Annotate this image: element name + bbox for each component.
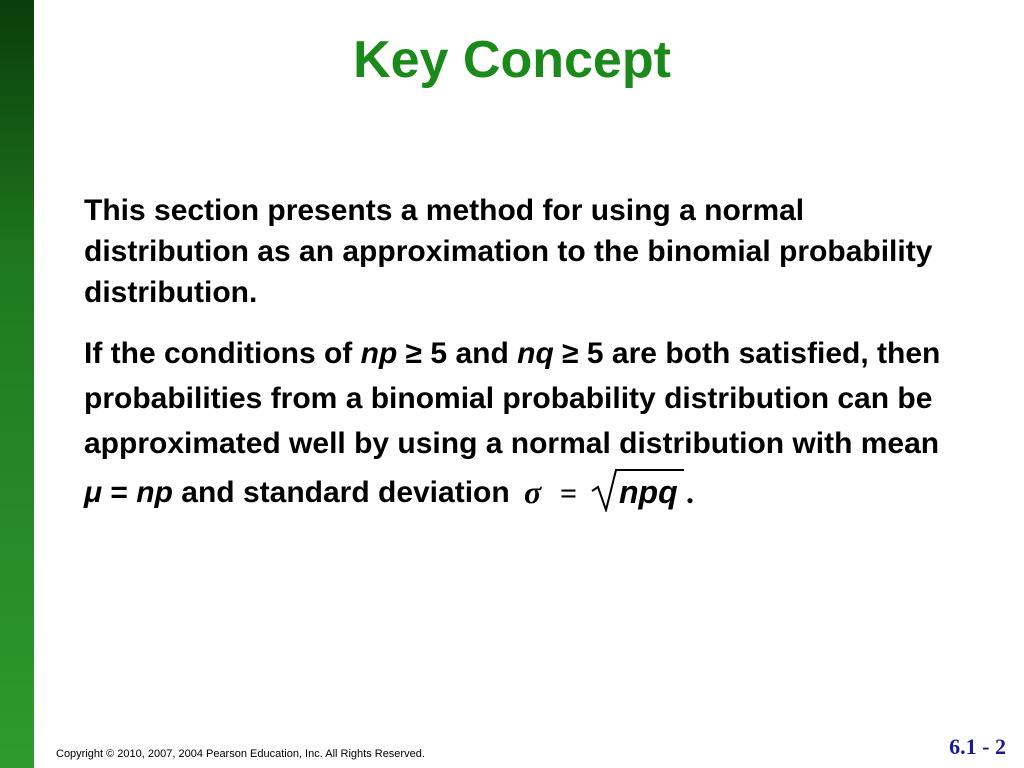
period: . xyxy=(685,474,694,510)
text-segment: = xyxy=(102,476,137,509)
text-segment: ≥ 5 and xyxy=(397,337,518,370)
slide-title: Key Concept xyxy=(353,31,671,89)
text-segment: If the conditions of xyxy=(84,337,361,370)
paragraph-2 xyxy=(84,331,944,515)
text-segment: ≥ 5 are both satisfied, then probabilities from a binomial probability distribution can be approximated well by using a normal distribution with mean xyxy=(84,337,941,460)
paragraph-1: This section presents a method for using a normal distribution as an approximation to the binomial probability distribution. xyxy=(84,194,933,309)
copyright-notice: Copyright © 2010, 2007, 2004 Pearson Education, Inc. All Rights Reserved. xyxy=(56,748,425,760)
text-segment: and standard deviation xyxy=(172,476,510,509)
sigma-symbol: σ xyxy=(523,474,541,510)
equals-sign: = xyxy=(559,477,577,510)
radicand: npq xyxy=(618,474,678,510)
std-dev-formula xyxy=(522,466,707,512)
green-side-bar xyxy=(0,0,34,768)
variable-nq: nq xyxy=(517,337,554,370)
variable-np: np xyxy=(360,337,398,370)
variable-mu: μ xyxy=(84,476,103,509)
page-number: 6.1 - 2 xyxy=(949,734,1006,759)
variable-np-mean: np xyxy=(136,476,173,509)
